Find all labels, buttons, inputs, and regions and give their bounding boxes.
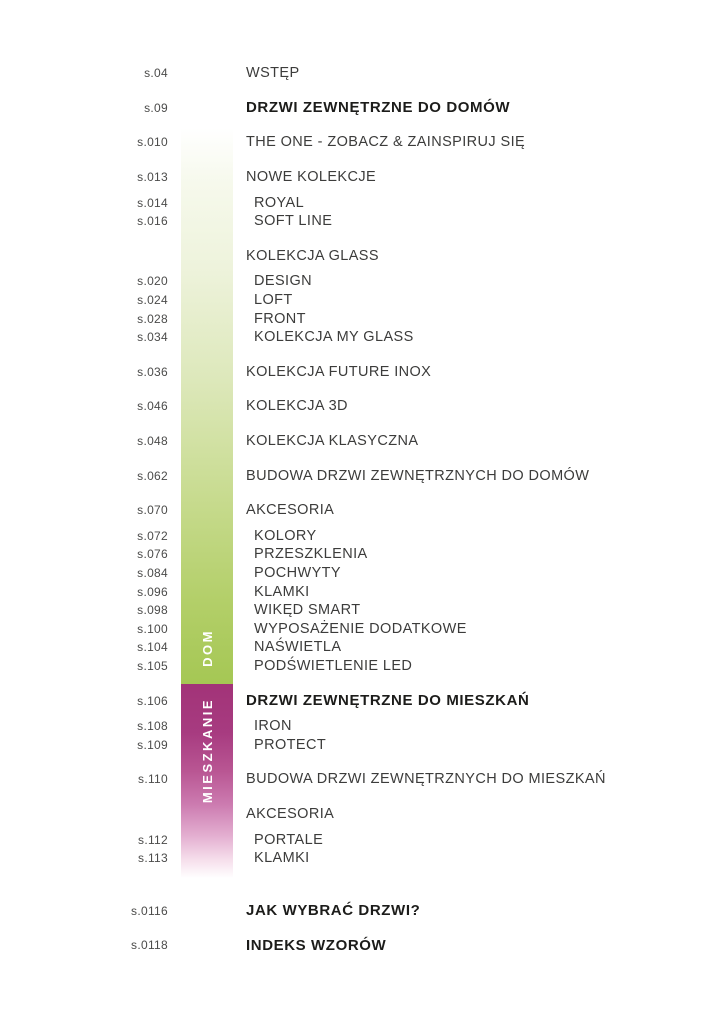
toc-page-number: s.014 [137,195,168,210]
toc-row [0,901,712,920]
toc-entry-label: IRON [254,718,292,735]
toc-row [0,328,712,347]
toc-row [0,432,712,451]
toc-entry-label: AKCESORIA [246,805,335,822]
toc-page-number: s.076 [137,547,168,562]
toc-entry-label: KOLEKCJA MY GLASS [254,329,414,346]
toc-entry-label: WSTĘP [246,65,300,82]
toc-row [0,545,712,564]
toc-page-number: s.096 [137,584,168,599]
toc-page-number: s.106 [137,693,168,708]
toc-entry-label: PODŚWIETLENIE LED [254,657,413,674]
toc-page-number: s.070 [137,503,168,518]
toc-entry-label: NAŚWIETLA [254,639,342,656]
toc-page-number: s.100 [137,621,168,636]
toc-entry-label: DESIGN [254,273,312,290]
toc-entry-label: PORTALE [254,831,324,848]
toc-entry-label: BUDOWA DRZWI ZEWNĘTRZNYCH DO DOMÓW [246,467,590,484]
toc-entry-label: DRZWI ZEWNĘTRZNE DO MIESZKAŃ [246,692,530,710]
toc-row [0,212,712,231]
toc-row [0,830,712,849]
toc-row [0,193,712,212]
toc-page-number: s.046 [137,399,168,414]
toc-row [0,936,712,955]
toc-page-number: s.110 [138,772,168,787]
toc-entry-label: KOLEKCJA KLASYCZNA [246,433,419,450]
toc-entry-label: BUDOWA DRZWI ZEWNĘTRZNYCH DO MIESZKAŃ [246,771,606,788]
toc-page-number: s.020 [137,274,168,289]
toc-row [0,64,712,83]
toc-entry-label: PRZESZKLENIA [254,546,368,563]
toc-page-number: s.04 [144,66,168,81]
toc-row [0,99,712,118]
toc-row [0,717,712,736]
toc-row [0,309,712,328]
toc-entry-label: KOLEKCJA GLASS [246,247,379,264]
toc-page-number: s.0116 [131,903,168,918]
toc-row [0,466,712,485]
toc-page-number: s.108 [137,719,168,734]
toc-row [0,527,712,546]
toc-page-number: s.034 [137,330,168,345]
toc-entry-label: PROTECT [254,736,327,753]
toc-entry-label: NOWE KOLEKCJE [246,169,377,186]
toc-row [0,582,712,601]
toc-row [0,619,712,638]
toc-entry-label: KLAMKI [254,850,310,867]
toc-entry-label: ROYAL [254,194,305,211]
toc-page-number: s.013 [137,170,168,185]
toc-row [0,849,712,868]
toc-row [0,805,712,824]
toc-row [0,601,712,620]
table-of-contents [0,64,712,955]
toc-page-number: s.028 [137,311,168,326]
toc-page-number: s.113 [138,851,168,866]
toc-page-number: s.010 [137,135,168,150]
toc-entry-label: KOLEKCJA 3D [246,398,348,415]
toc-entry-label: AKCESORIA [246,502,335,519]
mieszkanie-section-label: MIESZKANIE [199,698,215,804]
toc-row [0,735,712,754]
toc-entry-label: WYPOSAŻENIE DODATKOWE [254,620,467,637]
toc-row [0,168,712,187]
toc-page-number: s.036 [137,364,168,379]
toc-row [0,272,712,291]
toc-row [0,564,712,583]
toc-page-number: s.09 [144,100,168,115]
toc-entry-label: JAK WYBRAĆ DRZWI? [246,902,421,920]
toc-row [0,247,712,266]
toc-page-number: s.024 [137,293,168,308]
toc-row [0,397,712,416]
toc-entry-label: KOLEKCJA FUTURE INOX [246,363,432,380]
toc-row [0,501,712,520]
toc-row [0,133,712,152]
toc-row [0,291,712,310]
toc-entry-label: FRONT [254,310,306,327]
toc-entry-label: THE ONE - ZOBACZ & ZAINSPIRUJ SIĘ [246,134,526,151]
toc-entry-label: WIKĘD SMART [254,602,361,619]
toc-entry-label: KLAMKI [254,583,310,600]
toc-page-number: s.112 [138,832,168,847]
toc-page-number: s.109 [137,737,168,752]
toc-page-number: s.105 [137,658,168,673]
toc-row [0,691,712,710]
toc-entry-label: INDEKS WZORÓW [246,936,387,954]
toc-page-number: s.048 [137,434,168,449]
toc-row [0,770,712,789]
toc-page-number: s.072 [137,528,168,543]
dom-section-label: DOM [199,629,215,667]
toc-row [0,638,712,657]
toc-page-number: s.016 [137,214,168,229]
toc-page-number: s.0118 [131,938,168,953]
toc-page-number: s.098 [137,603,168,618]
toc-page-number: s.104 [137,640,168,655]
toc-row [0,657,712,676]
toc-page-number: s.084 [137,565,168,580]
toc-entry-label: SOFT LINE [254,213,333,230]
toc-entry-label: DRZWI ZEWNĘTRZNE DO DOMÓW [246,99,511,117]
toc-entry-label: KOLORY [254,527,317,544]
toc-entry-label: POCHWYTY [254,564,341,581]
toc-page-number: s.062 [137,468,168,483]
toc-entry-label: LOFT [254,292,293,309]
toc-row [0,363,712,382]
